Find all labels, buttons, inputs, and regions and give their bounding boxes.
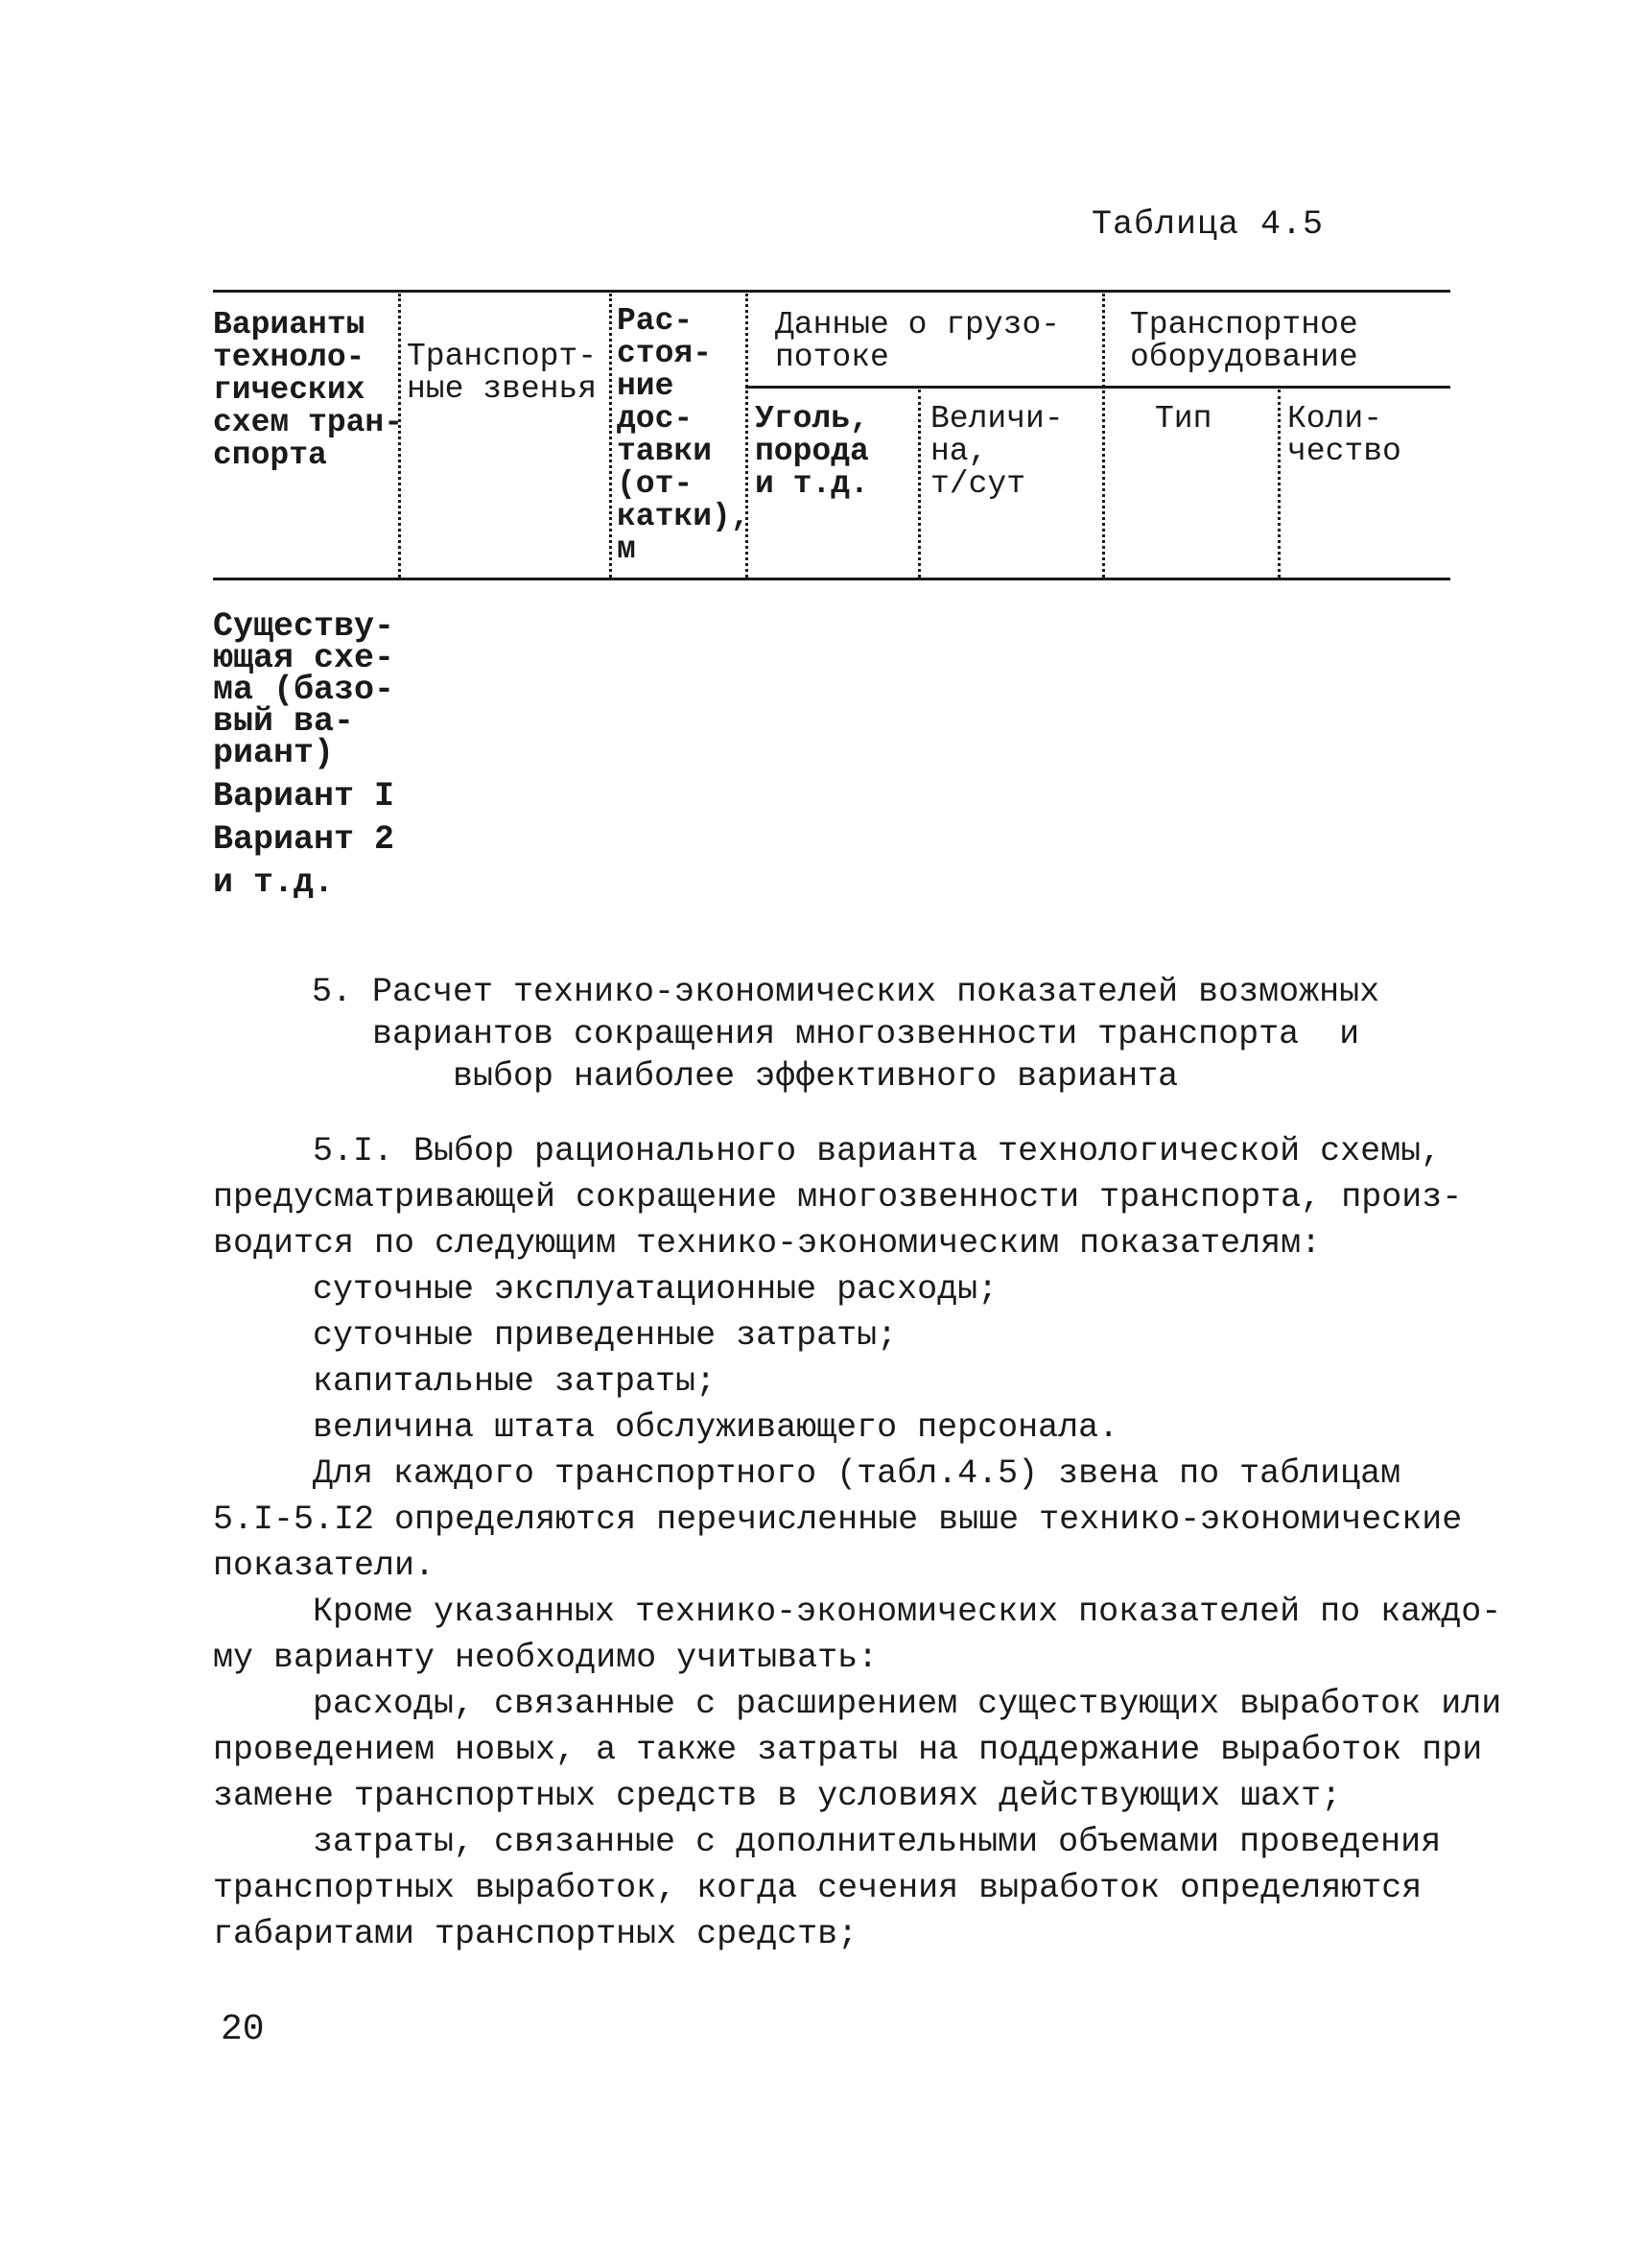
paragraph-line: проведением новых, а также затраты на поддержание выработок при: [213, 1731, 1483, 1769]
paragraph-line: Для каждого транспортного (табл.4.5) звена по таблицам: [313, 1454, 1401, 1493]
header-transport-links: Транспорт- ные звенья: [407, 339, 598, 407]
paragraph-line: предусматривающей сокращение многозвенности транспорта, произ-: [213, 1178, 1463, 1217]
column-divider: [918, 390, 921, 578]
table-top-rule: [213, 290, 1450, 293]
header-equipment-count: Коли- чество: [1287, 401, 1401, 469]
header-variants: Варианты техноло- гических схем тран- спорта: [213, 307, 404, 473]
table-subheader-rule-equipment: [1102, 386, 1450, 389]
paragraph-line: 5.I-5.I2 определяются перечисленные выше технико-экономические: [213, 1500, 1463, 1539]
table-caption: Таблица 4.5: [1092, 205, 1325, 244]
paragraph-line: Кроме указанных технико-экономических показателей по каждо-: [313, 1593, 1502, 1631]
paragraph-line: замене транспортных средств в условиях действующих шахт;: [213, 1777, 1342, 1815]
paragraph-line: транспортных выработок, когда сечения выработок определяются: [213, 1869, 1423, 1907]
paragraph-line: му варианту необходимо учитывать:: [213, 1639, 879, 1677]
paragraph-line: водится по следующим технико-экономическим показателям:: [213, 1224, 1322, 1263]
header-cargo-type: Уголь, порода и т.д.: [755, 401, 869, 502]
section-heading: 5. Расчет технико-экономических показателей возможных вариантов сокращения многозвенности транспорта и выбор наиболее эффективного варианта: [312, 973, 1380, 1096]
paragraph-line: 5.I. Выбор рационального варианта технологической схемы,: [313, 1132, 1442, 1170]
paragraph-line: суточные эксплуатационные расходы;: [313, 1270, 999, 1309]
paragraph-line: затраты, связанные с дополнительными объемами проведения: [313, 1823, 1442, 1861]
header-equipment-type: Тип: [1155, 401, 1212, 437]
header-distance: Рас- стоя- ние дос- тавки (от- катки), м: [617, 303, 750, 567]
paragraph-line: показатели.: [213, 1547, 435, 1585]
header-cargo-flow: Данные о грузо- потоке: [775, 307, 1061, 375]
row-label-etc: и т.д.: [213, 863, 335, 902]
paragraph-line: расходы, связанные с расширением существующих выработок или: [313, 1685, 1502, 1723]
table-row-labels: [213, 607, 395, 910]
row-label-base-scheme: Существу- ющая схе- ма (базо- вый ва- риант): [213, 607, 395, 772]
body-text: [213, 1128, 1502, 1957]
paragraph-line: капитальные затраты;: [313, 1362, 717, 1401]
row-label-variant-2: Вариант 2: [213, 820, 395, 859]
header-equipment: Транспортное оборудование: [1130, 307, 1358, 375]
page-number: 20: [221, 2009, 265, 2050]
header-cargo-amount: Величи- на, т/сут: [930, 401, 1064, 502]
table-subheader-rule-cargo: [745, 386, 1102, 389]
paragraph-line: габаритами транспортных средств;: [213, 1915, 859, 1953]
table-header-bottom-rule: [213, 578, 1450, 580]
column-divider: [1102, 294, 1105, 578]
column-divider: [1278, 390, 1281, 578]
column-divider: [609, 294, 612, 578]
row-label-variant-1: Вариант I: [213, 777, 395, 815]
paragraph-line: суточные приведенные затраты;: [313, 1316, 898, 1355]
paragraph-line: величина штата обслуживающего персонала.: [313, 1408, 1119, 1447]
